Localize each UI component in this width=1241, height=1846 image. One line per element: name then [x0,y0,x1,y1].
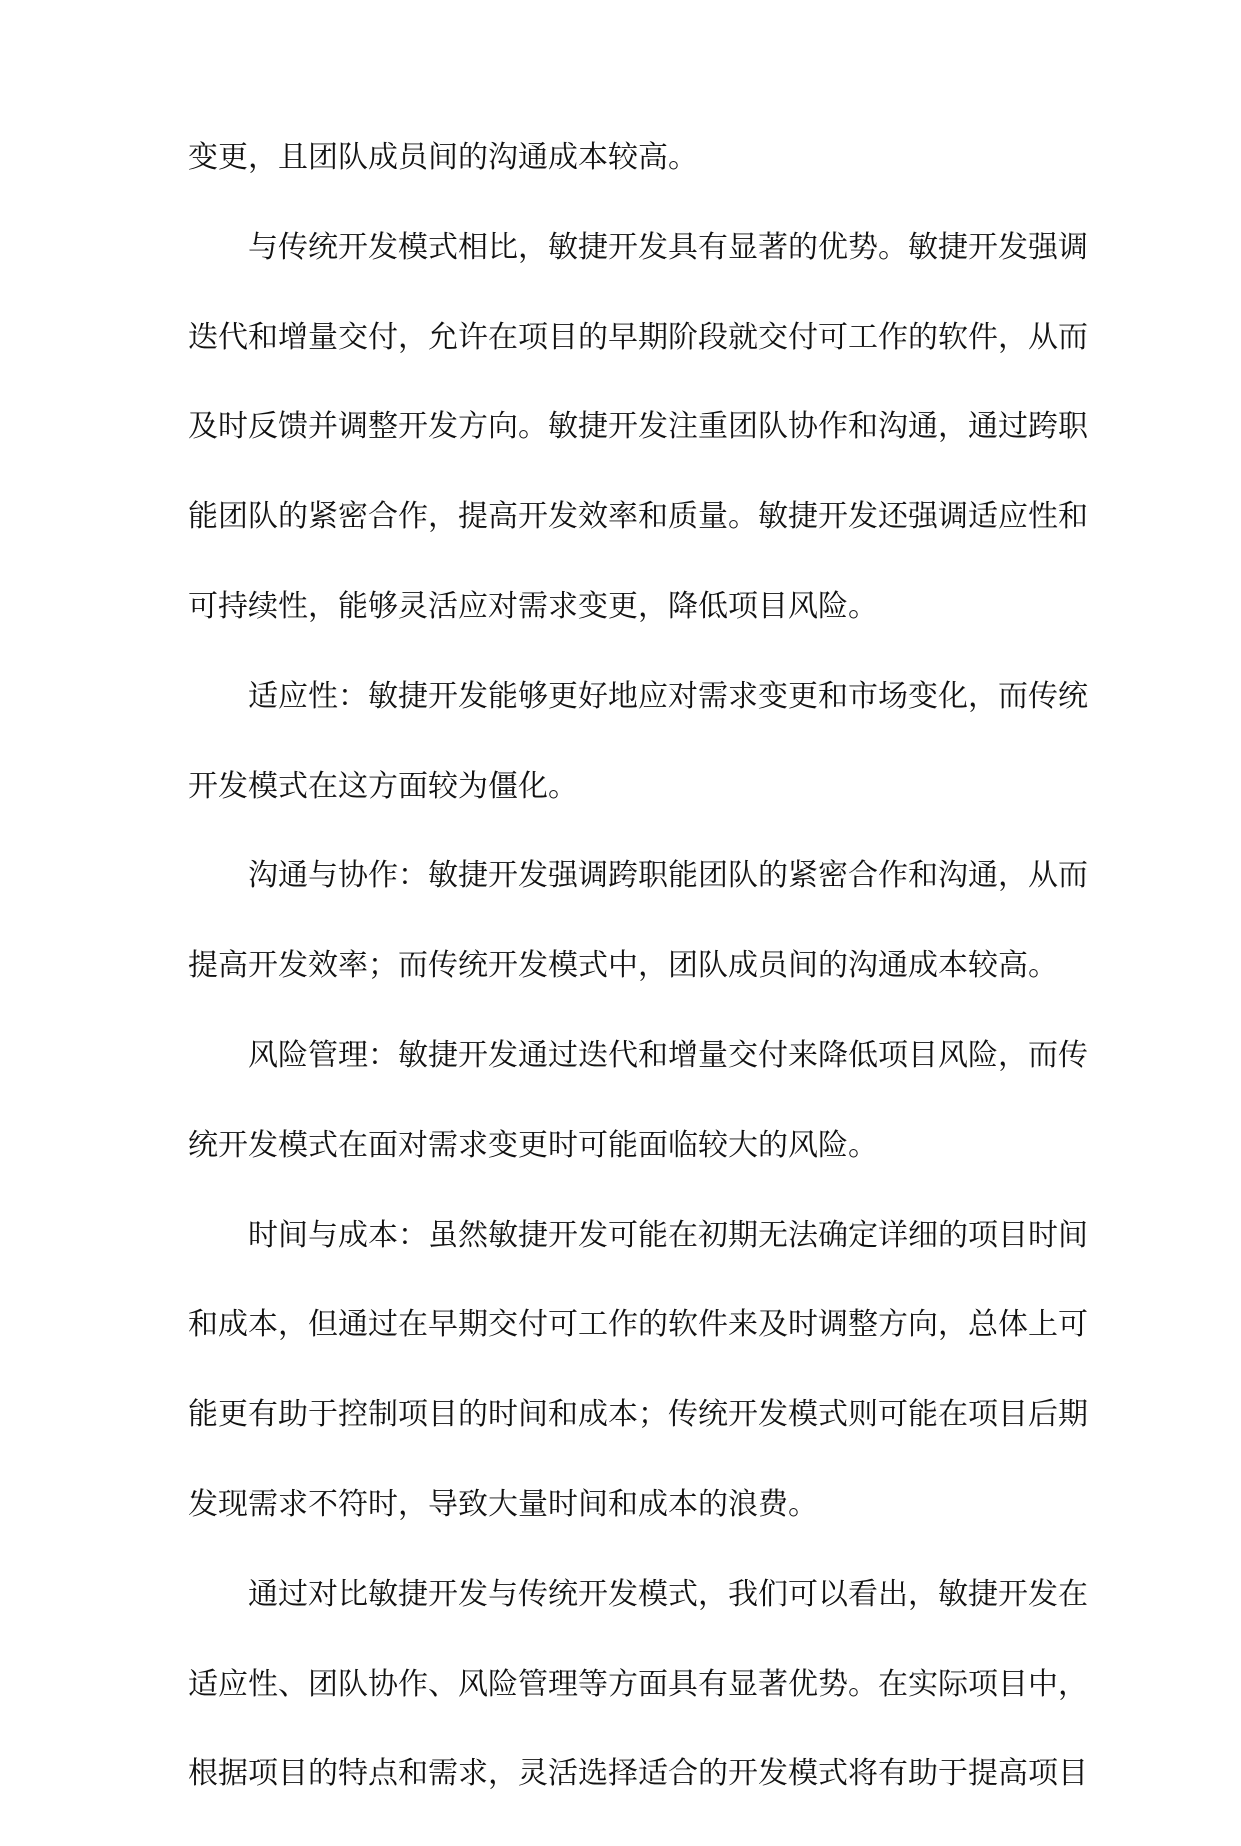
text-line: 适应性、团队协作、风险管理等方面具有显著优势。在实际项目中， [188,1666,1088,1702]
text-line: 提高开发效率；而传统开发模式中，团队成员间的沟通成本较高。 [188,948,1058,984]
text-line: 迭代和增量交付，允许在项目的早期阶段就交付可工作的软件，从而 [188,319,1088,355]
document-body [188,140,1088,1846]
text-line: 和成本，但通过在早期交付可工作的软件来及时调整方向，总体上可 [188,1307,1088,1343]
text-line: 适应性：敏捷开发能够更好地应对需求变更和市场变化，而传统 [248,678,1088,714]
text-line: 统开发模式在面对需求变更时可能面临较大的风险。 [188,1127,878,1163]
text-line: 通过对比敏捷开发与传统开发模式，我们可以看出，敏捷开发在 [248,1576,1088,1612]
text-line: 能更有助于控制项目的时间和成本；传统开发模式则可能在项目后期 [188,1397,1088,1433]
text-line: 时间与成本：虽然敏捷开发可能在初期无法确定详细的项目时间 [248,1217,1088,1253]
text-line: 变更，且团队成员间的沟通成本较高。 [188,140,698,175]
text-line: 沟通与协作：敏捷开发强调跨职能团队的紧密合作和沟通，从而 [248,858,1088,894]
text-line: 发现需求不符时，导致大量时间和成本的浪费。 [188,1486,818,1522]
text-line: 及时反馈并调整开发方向。敏捷开发注重团队协作和沟通，通过跨职 [188,409,1088,445]
text-line: 开发模式在这方面较为僵化。 [188,768,578,804]
text-line: 根据项目的特点和需求，灵活选择适合的开发模式将有助于提高项目 [188,1756,1088,1792]
text-line: 可持续性，能够灵活应对需求变更，降低项目风险。 [188,588,878,624]
text-line: 能团队的紧密合作，提高开发效率和质量。敏捷开发还强调适应性和 [188,499,1088,535]
text-line: 与传统开发模式相比，敏捷开发具有显著的优势。敏捷开发强调 [248,229,1088,265]
text-line: 风险管理：敏捷开发通过迭代和增量交付来降低项目风险，而传 [248,1037,1088,1073]
